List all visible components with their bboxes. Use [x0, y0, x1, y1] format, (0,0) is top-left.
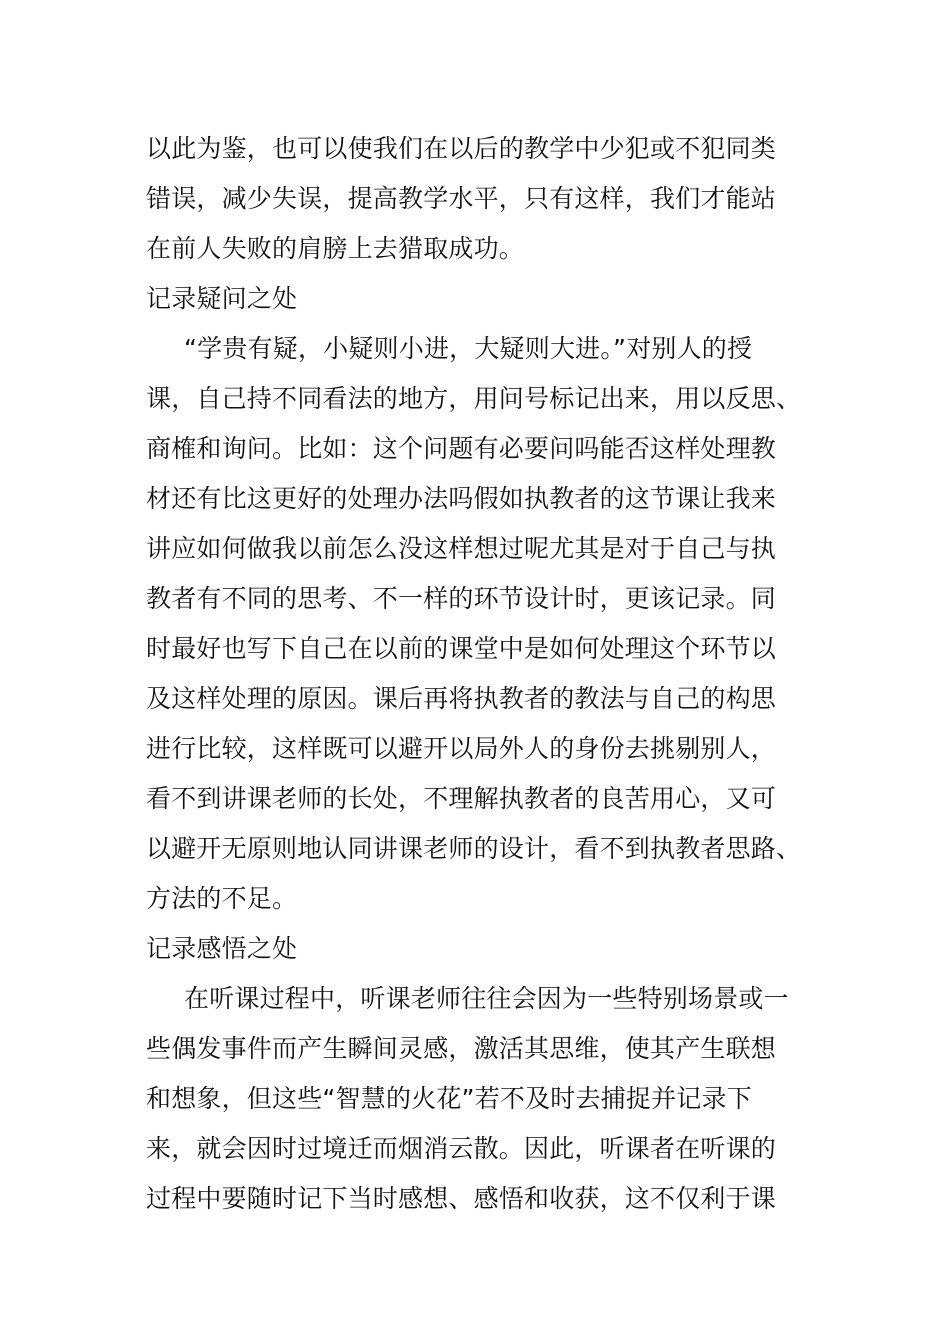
- text-line: 材还有比这更好的处理办法吗假如执教者的这节课让我来: [146, 484, 777, 513]
- text-line: 课，自己持不同看法的地方，用问号标记出来，用以反思、: [146, 384, 802, 413]
- text-line: 时最好也写下自己在以前的课堂中是如何处理这个环节以: [146, 634, 777, 663]
- section-heading: 记录感悟之处: [146, 934, 298, 963]
- text-line: 错误，减少失误，提高教学水平，只有这样，我们才能站: [146, 184, 777, 213]
- text-line: 商榷和询问。比如：这个问题有必要问吗能否这样处理教: [146, 434, 777, 463]
- text-line: 及这样处理的原因。课后再将执教者的教法与自己的构思: [146, 684, 777, 713]
- text-line: 讲应如何做我以前怎么没这样想过呢尤其是对于自己与执: [146, 534, 777, 563]
- text-line: 看不到讲课老师的长处，不理解执教者的良苦用心，又可: [146, 784, 777, 813]
- text-line: 以此为鉴，也可以使我们在以后的教学中少犯或不犯同类: [146, 134, 777, 163]
- text-line: 方法的不足。: [146, 884, 298, 913]
- text-line: 过程中要随时记下当时感想、感悟和收获，这不仅利于课: [146, 1184, 777, 1213]
- text-line: 来，就会因时过境迁而烟消云散。因此，听课者在听课的: [146, 1134, 777, 1163]
- text-line: 在前人失败的肩膀上去猎取成功。: [146, 234, 525, 263]
- text-line: “学贵有疑，小疑则小进，大疑则大进。”对别人的授: [184, 334, 753, 363]
- text-line: 以避开无原则地认同讲课老师的设计，看不到执教者思路、: [146, 834, 802, 863]
- text-line: 在听课过程中，听课老师往往会因为一些特别场景或一: [184, 984, 789, 1013]
- text-line: 教者有不同的思考、不一样的环节设计时，更该记录。同: [146, 584, 777, 613]
- text-line: 进行比较，这样既可以避开以局外人的身份去挑剔别人，: [146, 734, 777, 763]
- section-heading: 记录疑问之处: [146, 284, 298, 313]
- text-line: 和想象，但这些“智慧的火花”若不及时去捕捉并记录下: [146, 1084, 752, 1113]
- text-line: 些偶发事件而产生瞬间灵感，激活其思维，使其产生联想: [146, 1034, 777, 1063]
